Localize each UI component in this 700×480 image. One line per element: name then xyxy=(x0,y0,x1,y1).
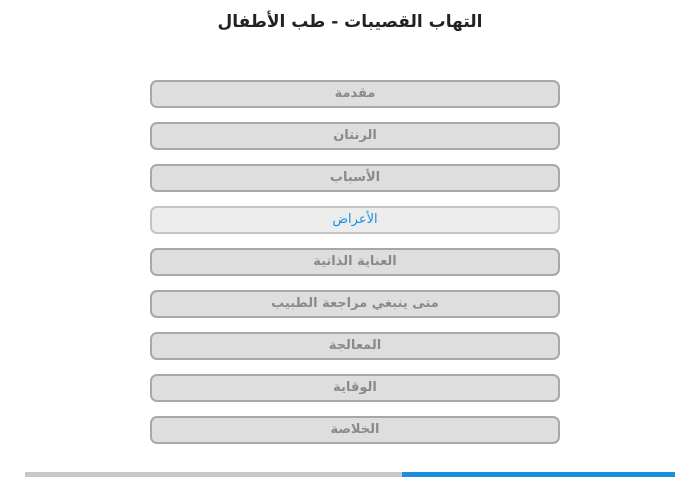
menu-item-summary[interactable]: الخلاصة xyxy=(150,416,560,444)
menu-item-causes[interactable]: الأسباب xyxy=(150,164,560,192)
menu-item-treatment[interactable]: المعالجة xyxy=(150,332,560,360)
menu-item-wheezing[interactable]: الرنتان xyxy=(150,122,560,150)
menu-item-symptoms[interactable]: الأعراض xyxy=(150,206,560,234)
menu-item-when-to-see-doctor[interactable]: متى ينبغي مراجعة الطبيب xyxy=(150,290,560,318)
menu-item-self-care[interactable]: العناية الذاتية xyxy=(150,248,560,276)
progress-bar xyxy=(25,472,675,477)
menu-item-prevention[interactable]: الوقاية xyxy=(150,374,560,402)
section-menu xyxy=(150,80,560,458)
progress-bar-fill xyxy=(402,472,675,477)
menu-item-introduction[interactable]: مقدمة xyxy=(150,80,560,108)
page-title: التهاب القصيبات - طب الأطفال xyxy=(217,12,483,32)
